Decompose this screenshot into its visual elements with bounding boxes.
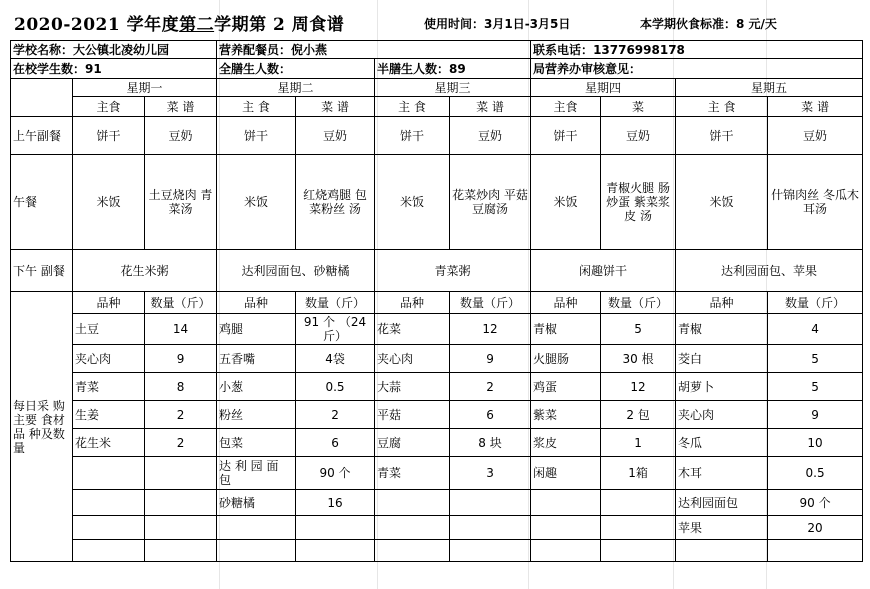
afternoon-snack-item: 达利园面包、砂糖橘 bbox=[217, 250, 375, 292]
morning-snack-item: 豆奶 bbox=[601, 117, 676, 155]
variety-cell: 砂糖橘 bbox=[217, 490, 296, 516]
variety-cell: 包菜 bbox=[217, 429, 296, 457]
variety-cell: 茭白 bbox=[676, 345, 768, 373]
quantity-cell: 5 bbox=[768, 373, 863, 401]
quantity-cell: 0.5 bbox=[296, 373, 375, 401]
info-row-2 bbox=[11, 59, 863, 79]
quantity-cell bbox=[296, 540, 375, 562]
dish-header: 菜 谱 bbox=[296, 97, 375, 117]
variety-cell bbox=[73, 516, 145, 540]
variety-cell: 花菜 bbox=[375, 314, 450, 345]
variety-cell: 大蒜 bbox=[375, 373, 450, 401]
afternoon-snack-item: 达利园面包、苹果 bbox=[676, 250, 863, 292]
quantity-cell bbox=[601, 540, 676, 562]
variety-cell: 火腿肠 bbox=[531, 345, 601, 373]
quantity-cell: 8 块 bbox=[450, 429, 531, 457]
variety-cell: 青菜 bbox=[73, 373, 145, 401]
variety-cell: 青椒 bbox=[531, 314, 601, 345]
variety-cell: 紫菜 bbox=[531, 401, 601, 429]
variety-cell bbox=[375, 540, 450, 562]
variety-cell bbox=[531, 540, 601, 562]
variety-cell bbox=[217, 540, 296, 562]
quantity-cell: 10 bbox=[768, 429, 863, 457]
morning-snack-item: 豆奶 bbox=[768, 117, 863, 155]
row-label-purchase: 每日采 购主要 食材品 种及数 量 bbox=[11, 292, 73, 562]
variety-cell: 冬瓜 bbox=[676, 429, 768, 457]
title-suffix: 学期第 2 周食谱 bbox=[214, 15, 345, 35]
afternoon-snack-item: 青菜粥 bbox=[375, 250, 531, 292]
quantity-cell: 2 bbox=[145, 429, 217, 457]
lunch-item: 花菜炒肉 平菇豆腐汤 bbox=[450, 155, 531, 250]
variety-cell: 苹果 bbox=[676, 516, 768, 540]
row-label-afternoon-snack: 下午 副餐 bbox=[11, 250, 73, 292]
variety-cell: 生姜 bbox=[73, 401, 145, 429]
phone-label: 联系电话： bbox=[533, 42, 594, 57]
title-prefix: 2020-2021 学年度 bbox=[14, 15, 180, 35]
morning-snack-item: 豆奶 bbox=[296, 117, 375, 155]
quantity-cell: 6 bbox=[296, 429, 375, 457]
afternoon-snack-item: 闲趣饼干 bbox=[531, 250, 676, 292]
variety-header: 品种 bbox=[217, 292, 296, 314]
day-header-row bbox=[11, 79, 863, 97]
page-title bbox=[14, 10, 344, 35]
staple-header: 主食 bbox=[73, 97, 145, 117]
quantity-cell: 2 bbox=[450, 373, 531, 401]
lunch-item: 米饭 bbox=[217, 155, 296, 250]
variety-cell: 小葱 bbox=[217, 373, 296, 401]
lunch-item: 红烧鸡腿 包菜粉丝 汤 bbox=[296, 155, 375, 250]
half-board-count: 半膳生人数：89 bbox=[375, 59, 531, 79]
full-board-count: 全膳生人数： bbox=[217, 59, 375, 79]
staple-header: 主 食 bbox=[676, 97, 768, 117]
quantity-header: 数量（斤） bbox=[296, 292, 375, 314]
quantity-cell: 4袋 bbox=[296, 345, 375, 373]
purchase-row bbox=[11, 516, 863, 540]
lunch-item: 米饭 bbox=[531, 155, 601, 250]
variety-cell bbox=[676, 540, 768, 562]
quantity-cell: 0.5 bbox=[768, 457, 863, 490]
dish-header: 菜 谱 bbox=[145, 97, 217, 117]
quantity-cell: 1箱 bbox=[601, 457, 676, 490]
lunch-item: 青椒火腿 肠炒蛋 紫菜浆皮 汤 bbox=[601, 155, 676, 250]
variety-cell bbox=[73, 457, 145, 490]
quantity-cell: 30 根 bbox=[601, 345, 676, 373]
day-wednesday: 星期三 bbox=[375, 79, 531, 97]
variety-cell: 达 利 园 面 包 bbox=[217, 457, 296, 490]
variety-cell bbox=[73, 490, 145, 516]
subheader-row bbox=[11, 97, 863, 117]
variety-cell: 土豆 bbox=[73, 314, 145, 345]
quantity-cell: 5 bbox=[768, 345, 863, 373]
quantity-header: 数量（斤） bbox=[768, 292, 863, 314]
quantity-header: 数量（斤） bbox=[450, 292, 531, 314]
nutritionist-cell bbox=[217, 41, 531, 59]
staple-header: 主食 bbox=[531, 97, 601, 117]
student-count: 在校学生数：91 bbox=[11, 59, 217, 79]
afternoon-snack-item: 花生米粥 bbox=[73, 250, 217, 292]
quantity-cell bbox=[601, 490, 676, 516]
quantity-cell bbox=[601, 516, 676, 540]
quantity-cell bbox=[145, 516, 217, 540]
dish-header: 菜 bbox=[601, 97, 676, 117]
morning-snack-item: 饼干 bbox=[676, 117, 768, 155]
quantity-cell bbox=[296, 516, 375, 540]
quantity-cell: 12 bbox=[601, 373, 676, 401]
morning-snack-item: 饼干 bbox=[73, 117, 145, 155]
quantity-cell: 6 bbox=[450, 401, 531, 429]
nutritionist-value: 倪小燕 bbox=[291, 42, 328, 57]
variety-cell: 五香嘴 bbox=[217, 345, 296, 373]
variety-cell: 夹心肉 bbox=[375, 345, 450, 373]
day-friday: 星期五 bbox=[676, 79, 863, 97]
row-label-morning-snack: 上午副餐 bbox=[11, 117, 73, 155]
afternoon-snack-row bbox=[11, 250, 863, 292]
morning-snack-item: 饼干 bbox=[375, 117, 450, 155]
purchase-row bbox=[11, 490, 863, 516]
variety-cell bbox=[531, 516, 601, 540]
quantity-cell: 16 bbox=[296, 490, 375, 516]
variety-cell: 鸡蛋 bbox=[531, 373, 601, 401]
quantity-cell: 5 bbox=[601, 314, 676, 345]
day-monday: 星期一 bbox=[73, 79, 217, 97]
variety-cell: 夹心肉 bbox=[676, 401, 768, 429]
quantity-cell: 9 bbox=[145, 345, 217, 373]
quantity-cell bbox=[145, 490, 217, 516]
quantity-cell: 4 bbox=[768, 314, 863, 345]
title-underlined: 第二 bbox=[179, 15, 215, 35]
variety-cell: 豆腐 bbox=[375, 429, 450, 457]
variety-cell: 闲趣 bbox=[531, 457, 601, 490]
variety-cell bbox=[217, 516, 296, 540]
staple-header: 主 食 bbox=[375, 97, 450, 117]
school-name-cell bbox=[11, 41, 217, 59]
variety-cell bbox=[531, 490, 601, 516]
dish-header: 菜 谱 bbox=[450, 97, 531, 117]
school-label: 学校名称： bbox=[13, 42, 74, 57]
lunch-item: 米饭 bbox=[375, 155, 450, 250]
staple-header: 主 食 bbox=[217, 97, 296, 117]
purchase-row bbox=[11, 401, 863, 429]
purchase-row bbox=[11, 429, 863, 457]
corner-cell bbox=[11, 79, 73, 117]
review-opinion: 局营养办审核意见： bbox=[531, 59, 863, 79]
phone-cell bbox=[531, 41, 863, 59]
info-row-1 bbox=[11, 41, 863, 59]
morning-snack-item: 饼干 bbox=[217, 117, 296, 155]
quantity-cell bbox=[768, 540, 863, 562]
quantity-cell: 2 bbox=[296, 401, 375, 429]
morning-snack-item: 豆奶 bbox=[450, 117, 531, 155]
title-row bbox=[10, 0, 862, 40]
lunch-item: 什锦肉丝 冬瓜木耳汤 bbox=[768, 155, 863, 250]
variety-cell: 青菜 bbox=[375, 457, 450, 490]
day-tuesday: 星期二 bbox=[217, 79, 375, 97]
morning-snack-item: 豆奶 bbox=[145, 117, 217, 155]
variety-cell: 花生米 bbox=[73, 429, 145, 457]
nutritionist-label: 营养配餐员： bbox=[219, 42, 292, 57]
variety-cell bbox=[73, 540, 145, 562]
variety-cell: 青椒 bbox=[676, 314, 768, 345]
variety-cell bbox=[375, 490, 450, 516]
quantity-header: 数量（斤） bbox=[601, 292, 676, 314]
quantity-cell: 8 bbox=[145, 373, 217, 401]
lunch-item: 米饭 bbox=[676, 155, 768, 250]
phone-value: 13776998178 bbox=[593, 42, 685, 57]
variety-header: 品种 bbox=[375, 292, 450, 314]
variety-cell: 粉丝 bbox=[217, 401, 296, 429]
quantity-cell: 20 bbox=[768, 516, 863, 540]
quantity-cell bbox=[145, 457, 217, 490]
purchase-row bbox=[11, 373, 863, 401]
quantity-cell bbox=[450, 490, 531, 516]
quantity-cell: 9 bbox=[768, 401, 863, 429]
lunch-row bbox=[11, 155, 863, 250]
purchase-row bbox=[11, 345, 863, 373]
quantity-cell: 90 个 bbox=[296, 457, 375, 490]
quantity-cell: 2 bbox=[145, 401, 217, 429]
quantity-cell: 12 bbox=[450, 314, 531, 345]
quantity-cell: 91 个 （24 斤） bbox=[296, 314, 375, 345]
variety-header: 品种 bbox=[676, 292, 768, 314]
variety-header: 品种 bbox=[531, 292, 601, 314]
variety-cell: 达利园面包 bbox=[676, 490, 768, 516]
variety-header: 品种 bbox=[73, 292, 145, 314]
quantity-cell: 14 bbox=[145, 314, 217, 345]
quantity-cell: 90 个 bbox=[768, 490, 863, 516]
day-thursday: 星期四 bbox=[531, 79, 676, 97]
morning-snack-row bbox=[11, 117, 863, 155]
variety-cell: 胡萝卜 bbox=[676, 373, 768, 401]
purchase-header-row bbox=[11, 292, 863, 314]
purchase-row bbox=[11, 540, 863, 562]
quantity-cell bbox=[450, 540, 531, 562]
variety-cell: 夹心肉 bbox=[73, 345, 145, 373]
variety-cell: 木耳 bbox=[676, 457, 768, 490]
quantity-cell: 2 包 bbox=[601, 401, 676, 429]
variety-cell: 浆皮 bbox=[531, 429, 601, 457]
quantity-cell bbox=[145, 540, 217, 562]
lunch-item: 土豆烧肉 青菜汤 bbox=[145, 155, 217, 250]
morning-snack-item: 饼干 bbox=[531, 117, 601, 155]
variety-cell: 平菇 bbox=[375, 401, 450, 429]
dish-header: 菜 谱 bbox=[768, 97, 863, 117]
meal-standard: 本学期伙食标准：8 元/天 bbox=[640, 17, 777, 31]
menu-table bbox=[10, 40, 863, 562]
lunch-item: 米饭 bbox=[73, 155, 145, 250]
quantity-cell: 1 bbox=[601, 429, 676, 457]
purchase-row bbox=[11, 457, 863, 490]
quantity-header: 数量（斤） bbox=[145, 292, 217, 314]
variety-cell: 鸡腿 bbox=[217, 314, 296, 345]
quantity-cell bbox=[450, 516, 531, 540]
quantity-cell: 9 bbox=[450, 345, 531, 373]
row-label-lunch: 午餐 bbox=[11, 155, 73, 250]
school-value: 大公镇北凌幼儿园 bbox=[73, 42, 170, 57]
purchase-row bbox=[11, 314, 863, 345]
use-time: 使用时间：3月1日-3月5日 bbox=[424, 17, 571, 31]
quantity-cell: 3 bbox=[450, 457, 531, 490]
variety-cell bbox=[375, 516, 450, 540]
